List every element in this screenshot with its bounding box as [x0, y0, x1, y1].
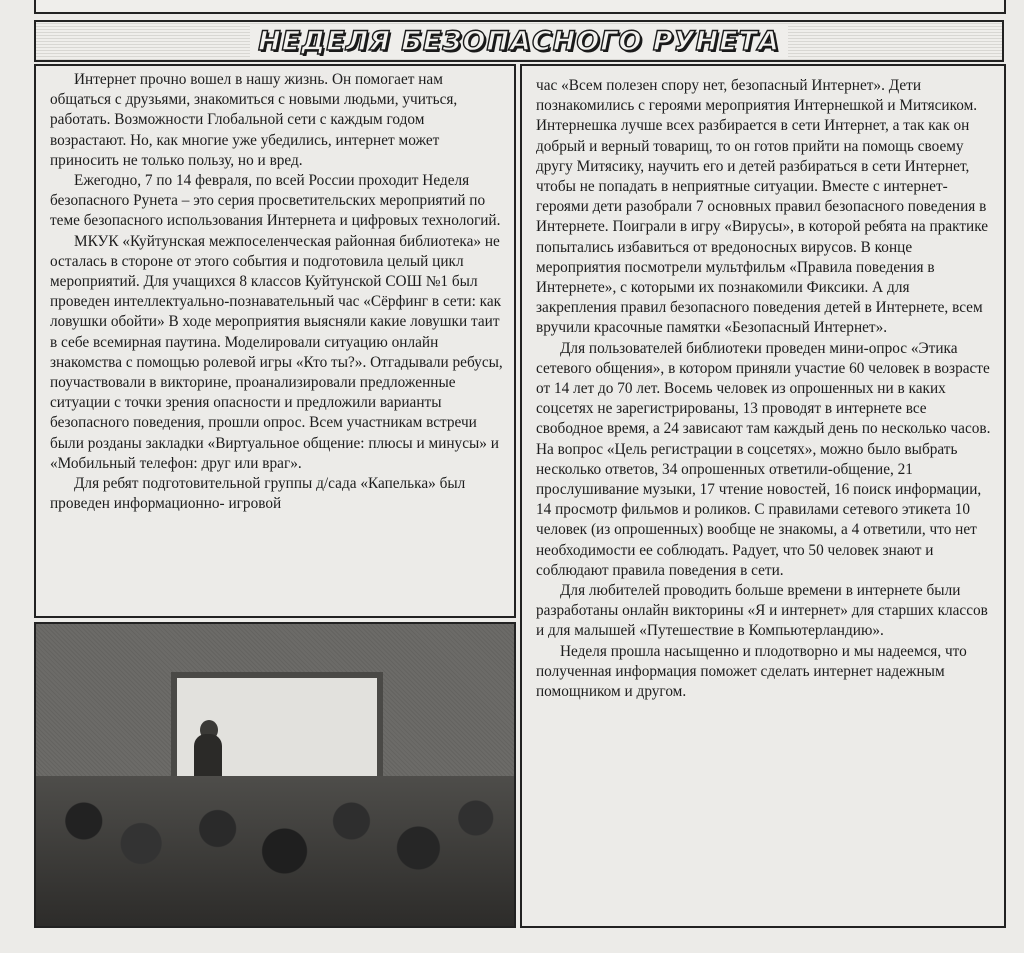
- event-photo: [34, 622, 516, 928]
- article-headline: НЕДЕЛЯ БЕЗОПАСНОГО РУНЕТА: [250, 26, 788, 57]
- paragraph: Неделя прошла насыщенно и плодотворно и мы надеемся, что полученная информация поможет сделать интернет надежным помощником и другом.: [536, 642, 967, 701]
- paragraph: Для ребят подготовительной группы д/сада «Капелька» был проведен информационно- игровой: [50, 475, 466, 513]
- headline-banner: [34, 20, 1004, 62]
- paragraph: Ежегодно, 7 по 14 февраля, по всей России проходит Неделя безопасного Рунета – это серия просветительских мероприятий по теме безопасного использования Интернета и цифровых технологий.: [50, 172, 501, 230]
- paragraph: Интернет прочно вошел в нашу жизнь. Он помогает нам общаться с друзьями, знакомиться с новыми людьми, учиться, работать. Возможности Глобальной сети с каждым годом возрастают. Но, как многие уже убедились, интернет может приносить не только пользу, но и вред.: [50, 71, 458, 169]
- right-text-column: [520, 64, 1006, 928]
- paragraph: МКУК «Куйтунская межпоселенческая районная библиотека» не осталась в стороне от этого события и подготовила целый цикл мероприятий. Для учащихся 8 классов Куйтунской СОШ №1 был проведен интеллектуально-познавательный час «Сёрфинг в сети: как ловушки обойти» В ходе мероприятия выясняли какие ловушки таит в себе всемирная паутина. Моделировали ситуацию онлайн знакомства с помощью ролевой игры «Кто ты?». Отгадывали ребусы, поучаствовали в викторине, проанализировали предложенные ситуации с точки зрения опасности и предложили варианты безопасного поведения, прошли опрос. Всем участникам встречи были розданы закладки «Виртуальное общение: плюсы и минусы» и «Мобильный телефон: друг или враг».: [50, 232, 503, 472]
- paragraph-continuation: час «Всем полезен спору нет, безопасный Интернет». Дети познакомились с героями мероприятия Интернешкой и Митясиком. Интернешка лучше всех разбирается в сети Интернет, а так как он добрый и верный товарищ, то он готов прийти на помощь своему другу Митясику, научить его и детей разбираться в сети Интернет, чтобы не попадать в неприятные ситуации. Вместе с интернет-героями дети разобрали 7 основных правил безопасного поведения в Интернете. Поиграли в игру «Вирусы», в которой ребята на практике попытались избавиться от вредоносных вирусов. В конце мероприятия посмотрели мультфильм «Правила поведения в Интернете», с которыми их познакомили Фиксики. А для закрепления правил безопасного поведения детей в Интернете, всем вручили красочные памятки «Безопасный Интернет».: [536, 77, 989, 337]
- paragraph: Для пользователей библиотеки проведен мини-опрос «Этика сетевого общения», в котором приняли участие 60 человек в возрасте от 14 лет до 70 лет. Восемь человек из опрошенных ни в каких соцсетях не зарегистрированы, 13 проводят в интернете все свободное время, а 24 зависают там каждый день по несколько часов. На вопрос «Цель регистрации в соцсетях», можно было выбрать несколько ответов, 34 опрошенных ответили-общение, 21 прослушивание музыки, 17 чтение новостей, 16 поиск информации, 14 просмотр фильмов и роликов. С правилами сетевого этикета 10 человек (из опрошенных) вообще не знакомы, а 4 ответили, что нет необходимости ее соблюдать. Радует, что 50 человек знают и соблюдают правила поведения в сети.: [536, 339, 991, 579]
- audience-group: [36, 776, 514, 926]
- right-column-text: [522, 66, 1004, 702]
- paragraph: Для любителей проводить больше времени в интернете были разработаны онлайн викторины «Я и интернет» для старших классов и для малышей «Путешествие в Компьютерландию».: [536, 582, 988, 640]
- left-text-column: [34, 64, 516, 618]
- left-column-text: [36, 66, 514, 514]
- previous-article-border: [34, 0, 1006, 14]
